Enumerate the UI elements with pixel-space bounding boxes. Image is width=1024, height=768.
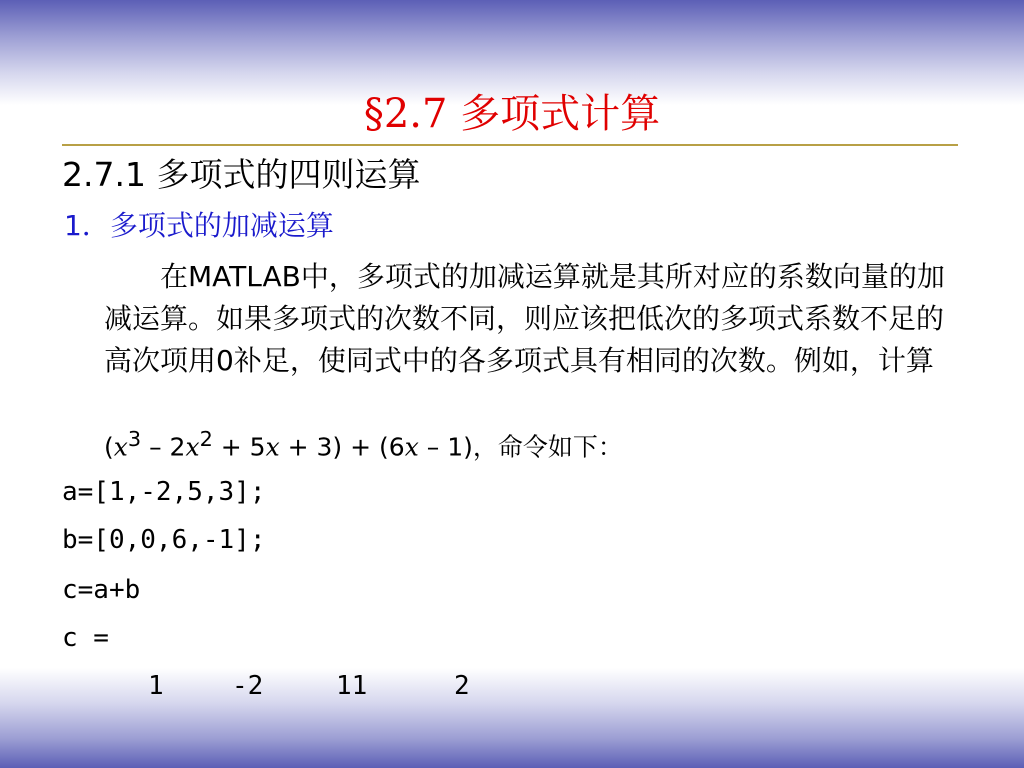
formula-term: – 1) [418,432,473,462]
code-line-output-label: c = [62,623,109,653]
code-line-c: c=a+b [62,575,141,605]
title-rule [62,144,958,146]
slide-title: §2.7 多项式计算 [363,91,661,137]
formula-x: x [185,432,200,462]
formula-x: x [404,432,419,462]
formula-exponent: 3 [127,427,142,451]
formula-suffix: ，命令如下： [472,432,623,462]
result-value: 11 [336,671,368,701]
formula-term: – 2 [141,432,186,462]
result-value: 1 [148,671,164,701]
result-value: 2 [454,671,470,701]
formula-term: + 5 [212,432,266,462]
result-value: -2 [232,671,264,701]
formula-term: + 3) [279,432,343,462]
item-heading: 1．多项式的加减运算 [64,209,334,242]
code-line-a: a=[1,-2,5,3]; [62,477,266,507]
formula-x: x [113,432,128,462]
code-line-b: b=[0,0,6,-1]; [62,525,266,555]
formula-x: x [265,432,280,462]
section-subheading: 2.7.1 多项式的四则运算 [62,155,421,194]
body-paragraph: 在MATLAB中，多项式的加减运算就是其所对应的系数向量的加减运算。如果多项式的次数不同，则应该把低次的多项式系数不足的高次项用0补足，使同式中的各多项式具有相同的次数。例如，计算 [104,260,945,377]
formula-exponent: 2 [199,427,213,451]
formula-term: + (6 [342,432,405,462]
formula-open: ( [104,432,114,462]
polynomial-formula [104,421,623,465]
